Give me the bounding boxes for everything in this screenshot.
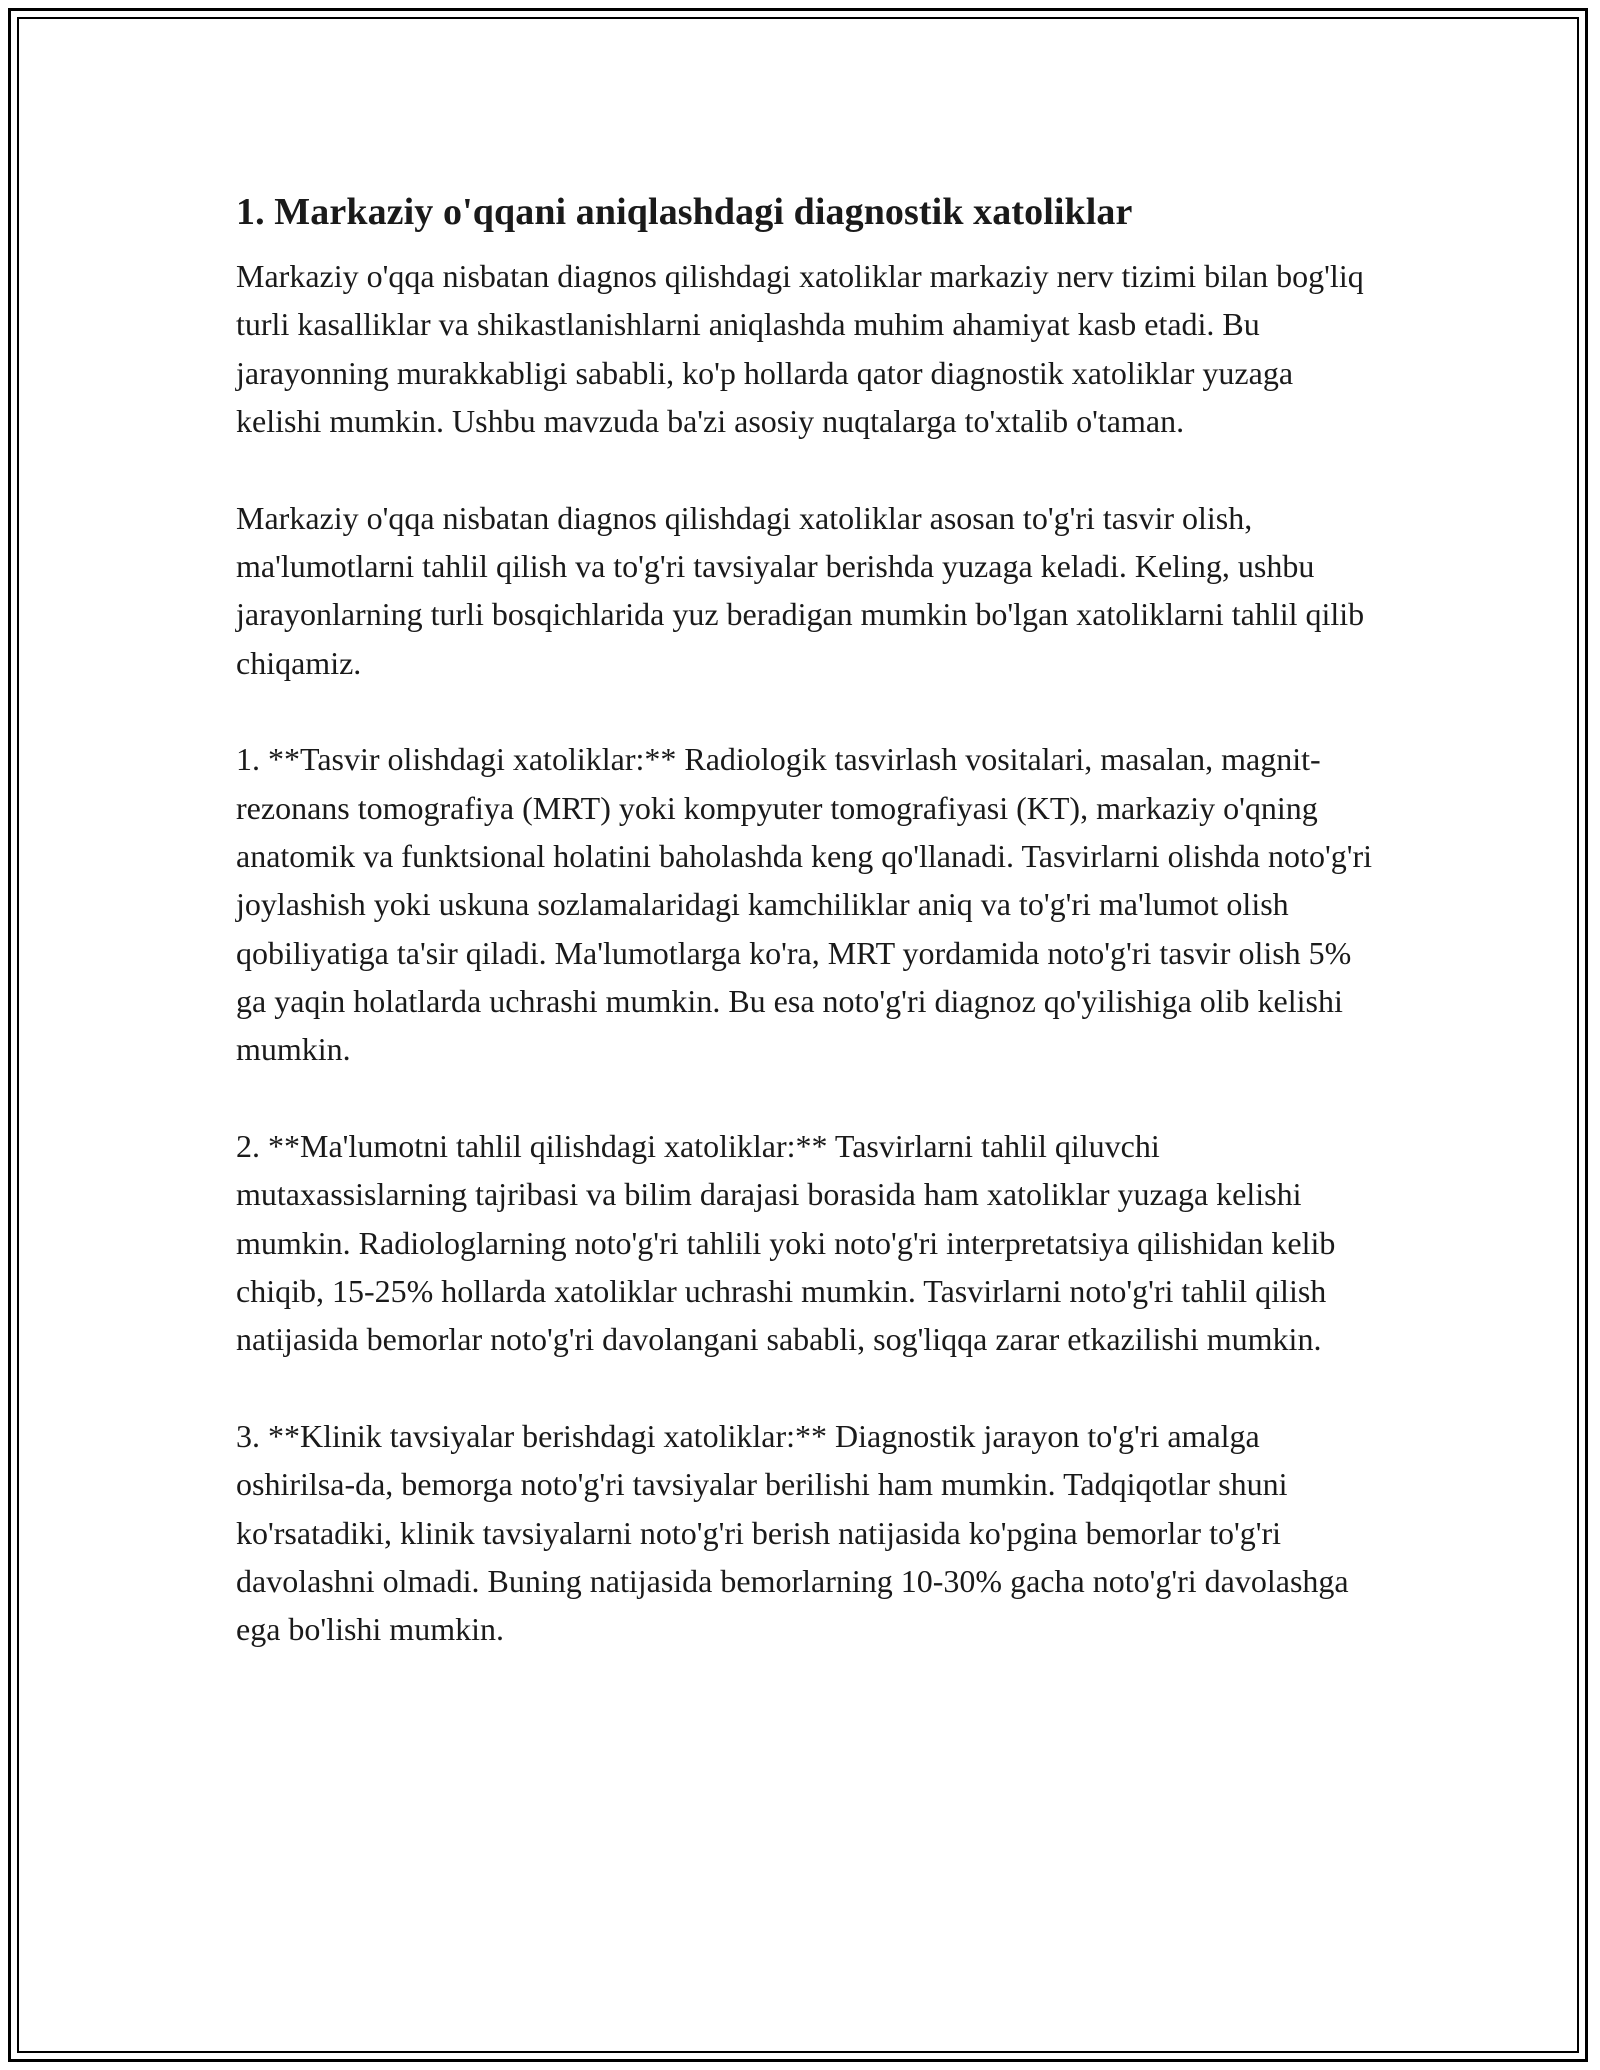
paragraph-intro: Markaziy o'qqa nisbatan diagnos qilishdagi xatoliklar markaziy nerv tizimi bilan bog'liq turli kasalliklar va shikastlanishlarni aniqlashda muhim ahamiyat kasb etadi. Bu jarayonning murakkabligi sababli, ko'p hollarda qator diagnostik xatoliklar yuzaga kelishi mumkin. Ushbu mavzuda ba'zi asosiy nuqtalarga to'xtalib o'taman.	[236, 258, 1364, 439]
section-heading: 1. Markaziy o'qqani aniqlashdagi diagnostik xatoliklar	[236, 191, 1133, 233]
paragraph-item-3: 3. **Klinik tavsiyalar berishdagi xatoliklar:** Diagnostik jarayon to'g'ri amalga oshirilsa-da, bemorga noto'g'ri tavsiyalar berilishi ham mumkin. Tadqiqotlar shuni ko'rsatadiki, klinik tavsiyalarni noto'g'ri berish natijasida ko'pgina bemorlar to'g'ri davolashni olmadi. Buning natijasida bemorlarning 10-30% gacha noto'g'ri davolashga ega bo'lishi mumkin.	[236, 1417, 1349, 1648]
paragraph-item-1: 1. **Tasvir olishdagi xatoliklar:** Radiologik tasvirlash vositalari, masalan, magnit-rezonans tomografiya (MRT) yoki kompyuter tomografiyasi (KT), markaziy o'qning anatomik va funktsional holatini baholashda keng qo'llanadi. Tasvirlarni olishda noto'g'ri joylashish yoki uskuna sozlamalaridagi kamchiliklar aniq va to'g'ri ma'lumot olish qobiliyatiga ta'sir qiladi. Ma'lumotlarga ko'ra, MRT yordamida noto'g'ri tasvir olish 5% ga yaqin holatlarda uchrashi mumkin. Bu esa noto'g'ri diagnoz qo'yilishiga olib kelishi mumkin.	[236, 741, 1373, 1068]
paragraph-item-2: 2. **Ma'lumotni tahlil qilishdagi xatoliklar:** Tasvirlarni tahlil qiluvchi mutaxassislarning tajribasi va bilim darajasi borasida ham xatoliklar yuzaga kelishi mumkin. Radiologlarning noto'g'ri tahlili yoki noto'g'ri interpretatsiya qilishidan kelib chiqib, 15-25% hollarda xatoliklar uchrashi mumkin. Tasvirlarni noto'g'ri tahlil qilish natijasida bemorlar noto'g'ri davolangani sababli, sog'liqqa zarar etkazilishi mumkin.	[236, 1127, 1336, 1358]
paragraph-overview: Markaziy o'qqa nisbatan diagnos qilishdagi xatoliklar asosan to'g'ri tasvir olish, ma'lumotlarni tahlil qilish va to'g'ri tavsiyalar berishda yuzaga keladi. Keling, ushbu jarayonlarning turli bosqichlarida yuz beradigan mumkin bo'lgan xatoliklarni tahlil qilib chiqamiz.	[236, 499, 1365, 681]
document-body	[236, 186, 1376, 1653]
